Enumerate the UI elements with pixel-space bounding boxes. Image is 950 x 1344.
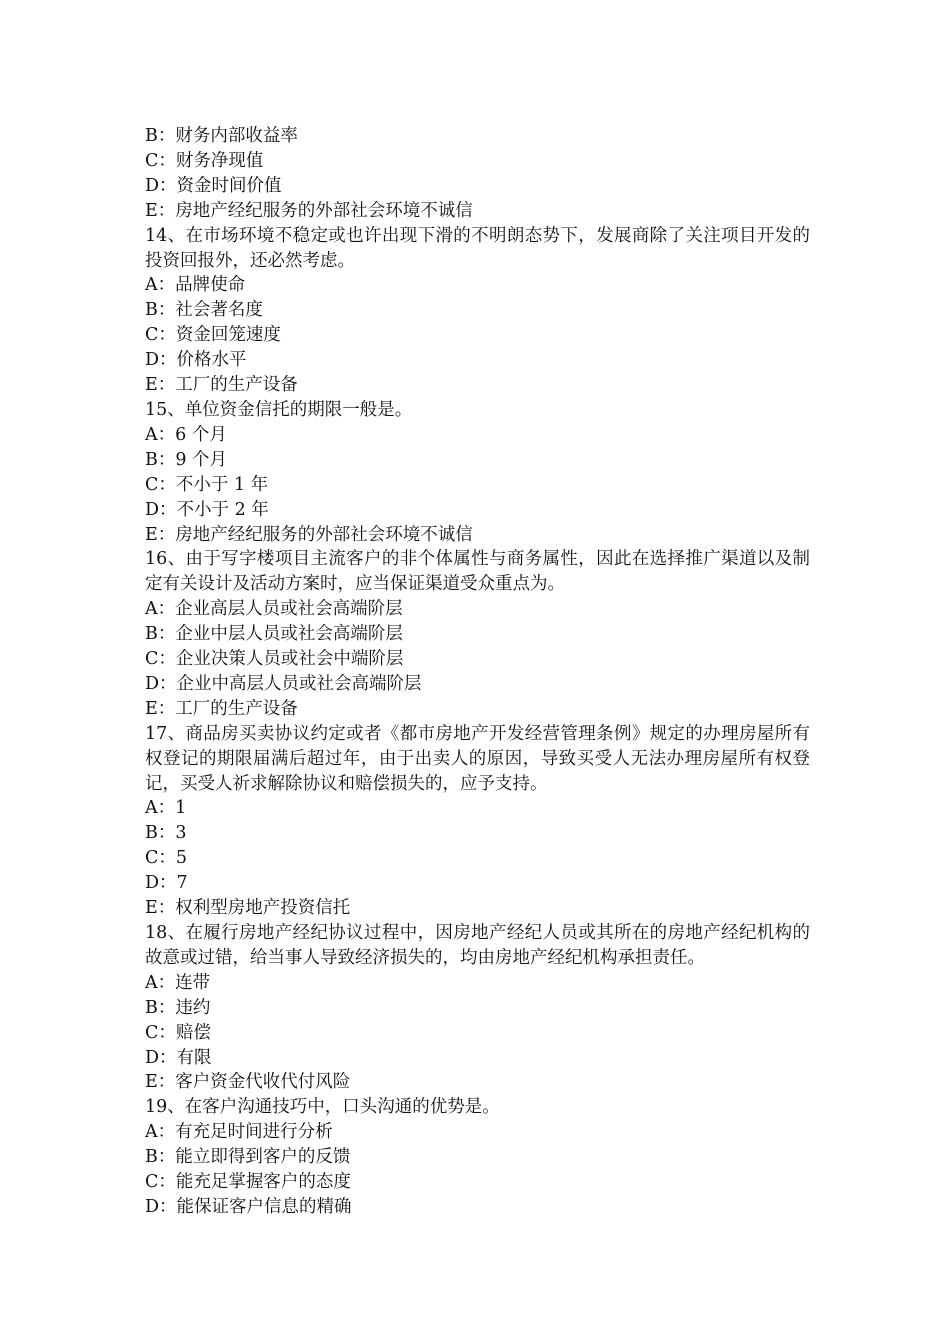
document-body <box>145 124 810 1220</box>
answer-option: C：企业决策人员或社会中端阶层 <box>145 649 404 670</box>
answer-option: E：房地产经纪服务的外部社会环境不诚信 <box>145 524 473 545</box>
answer-option: E：工厂的生产设备 <box>145 375 298 396</box>
answer-option: B：企业中层人员或社会高端阶层 <box>145 624 403 645</box>
answer-option: A：企业高层人员或社会高端阶层 <box>145 599 403 620</box>
answer-option: D：价格水平 <box>145 350 247 371</box>
question-text: 14、在市场环境不稳定或也许出现下滑的不明朗态势下，发展商除了关注项目开发的投资回报外，还必然考虑。 <box>145 225 810 271</box>
answer-option: D：不小于 2 年 <box>145 499 269 520</box>
answer-option: D：企业中高层人员或社会高端阶层 <box>145 673 422 694</box>
answer-option: C：财务净现值 <box>145 150 264 171</box>
answer-option: E：权利型房地产投资信托 <box>145 898 351 919</box>
answer-option: B：3 <box>145 823 187 844</box>
answer-option: B：9 个月 <box>145 449 228 470</box>
answer-option: E：客户资金代收代付风险 <box>145 1072 351 1093</box>
answer-option: E：房地产经纪服务的外部社会环境不诚信 <box>145 200 473 221</box>
answer-option: D：资金时间价值 <box>145 175 282 196</box>
answer-option: B：财务内部收益率 <box>145 126 298 146</box>
answer-option: A：6 个月 <box>145 424 227 445</box>
answer-option: A：1 <box>145 798 187 819</box>
question-text: 16、由于写字楼项目主流客户的非个体属性与商务属性，因此在选择推广渠道以及制定有关设计及活动方案时，应当保证渠道受众重点为。 <box>145 549 810 595</box>
answer-option: B：违约 <box>145 997 211 1018</box>
answer-option: B：社会著名度 <box>145 300 263 321</box>
answer-option: C：资金回笼速度 <box>145 325 281 346</box>
answer-option: D：7 <box>145 873 188 894</box>
answer-option: A：有充足时间进行分析 <box>145 1122 333 1143</box>
answer-option: C：赔偿 <box>145 1022 211 1043</box>
answer-option: C：能充足掌握客户的态度 <box>145 1172 351 1193</box>
answer-option: D：有限 <box>145 1047 212 1068</box>
answer-option: B：能立即得到客户的反馈 <box>145 1147 351 1168</box>
question-text: 19、在客户沟通技巧中，口头沟通的优势是。 <box>145 1097 500 1118</box>
answer-option: E：工厂的生产设备 <box>145 698 298 719</box>
answer-option: C：不小于 1 年 <box>145 474 269 495</box>
answer-option: C：5 <box>145 848 188 869</box>
question-text: 17、商品房买卖协议约定或者《都市房地产开发经营管理条例》规定的办理房屋所有权登记的期限届满后超过年，由于出卖人的原因，导致买受人无法办理房屋所有权登记，买受人祈求解除协议和赔偿损失的，应予支持。 <box>145 723 810 794</box>
answer-option: A：品牌使命 <box>145 275 246 296</box>
answer-option: A：连带 <box>145 972 211 993</box>
answer-option: D：能保证客户信息的精确 <box>145 1196 352 1217</box>
question-text: 18、在履行房地产经纪协议过程中，因房地产经纪人员或其所在的房地产经纪机构的故意或过错，给当事人导致经济损失的，均由房地产经纪机构承担责任。 <box>145 923 810 968</box>
question-text: 15、单位资金信托的期限一般是。 <box>145 399 413 420</box>
